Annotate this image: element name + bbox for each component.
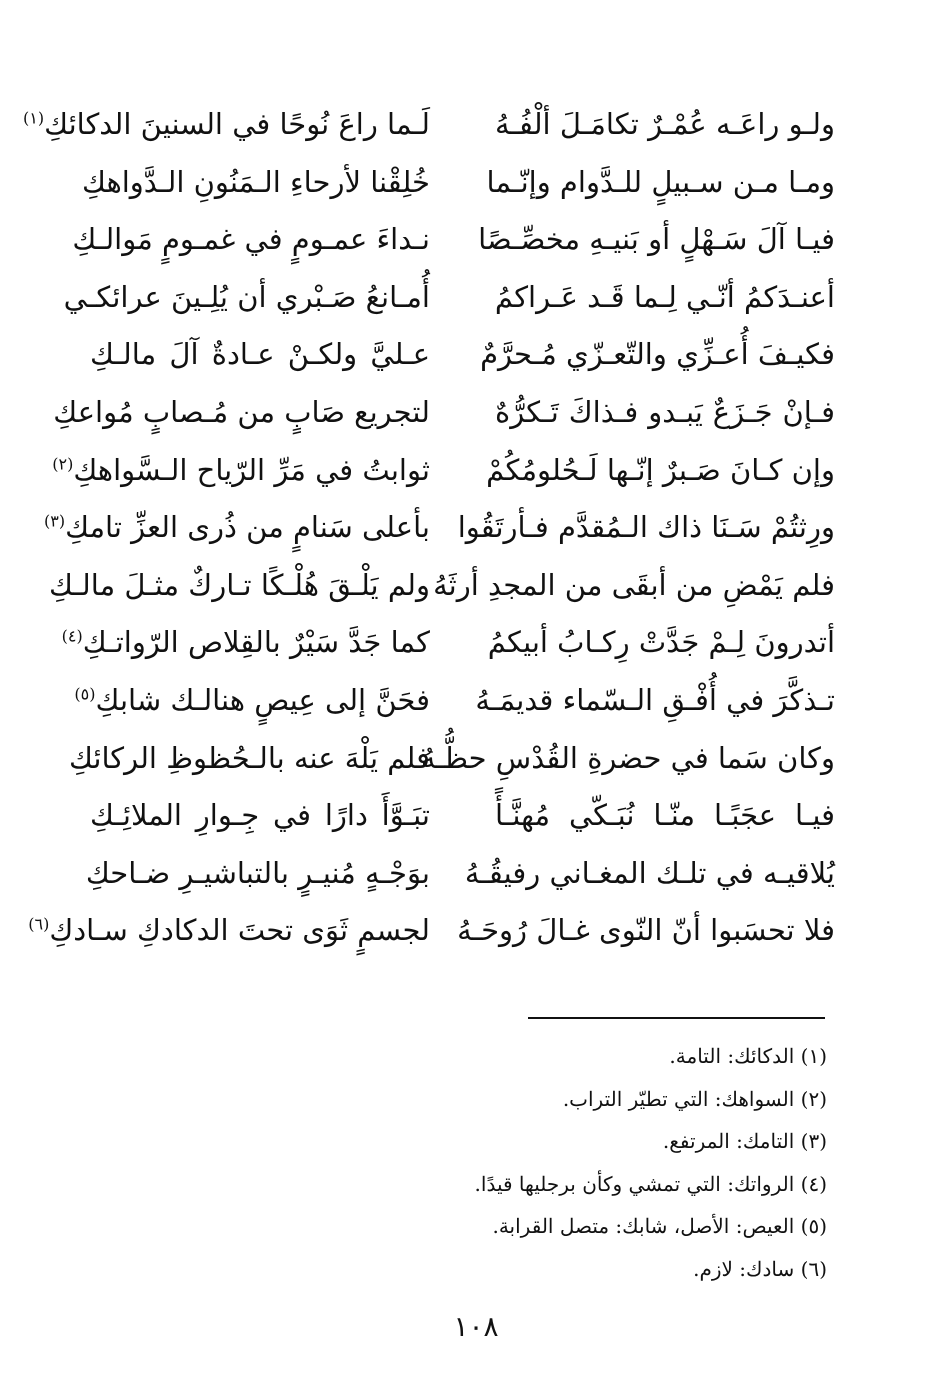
footnote: (١) الدكائك: التامة. bbox=[669, 1044, 827, 1068]
verse-second-hemistich bbox=[23, 96, 430, 154]
footnote: (٦) سادك: لازم. bbox=[693, 1256, 827, 1281]
verse-line bbox=[48, 557, 835, 615]
footnote-reference: (٢) bbox=[52, 453, 74, 473]
verse-second-hemistich bbox=[85, 845, 430, 903]
verse-second-hemistich bbox=[43, 499, 430, 557]
page-number: ١٠٨ bbox=[453, 1310, 499, 1343]
verse-first-hemistich: فلا تحسَبوا أنّ النّوى غـالَ رُوحَـهُ bbox=[457, 913, 835, 948]
verse-line bbox=[82, 154, 835, 212]
verse-second-hemistich bbox=[52, 442, 430, 500]
verse-line bbox=[28, 902, 835, 960]
verse-second-hemistich bbox=[53, 384, 430, 442]
verse-second-hemistich bbox=[63, 269, 430, 327]
verse-line bbox=[43, 499, 835, 557]
footnote-reference: (٥) bbox=[74, 684, 96, 704]
verse-first-hemistich: ورِثتُمْ سَـنَا ذاك الـمُقدَّم فـأرتَقُوا bbox=[457, 510, 835, 545]
hemistich-text: نـداءَ عمـومٍ في غمـومٍ مَوالـكِ bbox=[72, 222, 430, 257]
hemistich-text: بأعلى سَنامٍ من ذُرى العزِّ تامكِ bbox=[65, 510, 430, 545]
hemistich-text: لَـما راعَ نُوحًا في السنينَ الدكائكِ bbox=[44, 107, 430, 141]
verse-first-hemistich: ومـا مـن سـبيلٍ للـدَّوام وإنّـما bbox=[486, 164, 835, 199]
footnote: (٣) التامك: المرتفع. bbox=[662, 1129, 827, 1153]
verse-first-hemistich: ولـو راعَـه عُمْـرٌ تكامَـلَ ألْفُـهُ bbox=[495, 107, 835, 141]
verse-second-hemistich bbox=[28, 902, 430, 960]
hemistich-text: عـليَّ ولكـنْ عـادةٌ آلَ مالـكِ bbox=[90, 337, 430, 372]
verse-first-hemistich: فلم يَمْضِ من أبقَى من المجدِ أرثَهُ bbox=[433, 567, 835, 602]
verse-first-hemistich: يُلاقيـه في تلـك المغـاني رفيقُـهُ bbox=[464, 855, 835, 890]
verse-first-hemistich: فيـا عجَبًـا منّـا نُبَـكّي مُهنَّـأً bbox=[495, 798, 835, 833]
verse-line bbox=[85, 845, 835, 903]
footnote-reference: (٣) bbox=[43, 511, 66, 531]
verse-line bbox=[61, 614, 835, 672]
verse-second-hemistich bbox=[74, 672, 430, 730]
verse-line bbox=[52, 442, 835, 500]
hemistich-text: كما جَدَّ سَيْرٌ بالقِلاص الرّواتـكِ bbox=[82, 625, 430, 660]
verse-first-hemistich: فـإنْ جَـزَعٌ يَبـدو فـذاكَ تَـكرُّهٌ bbox=[495, 394, 835, 429]
verse-first-hemistich: فيـا آلَ سَـهْلٍ أو بَنيـهِ مخصِّـصًا bbox=[478, 222, 835, 257]
hemistich-text: خُلِقْنا لأرحاءِ الـمَنُونِ الـدَّواهكِ bbox=[82, 164, 430, 199]
hemistich-text: لجسمٍ ثَوَى تحتَ الدكادكِ سـادكِ bbox=[49, 913, 430, 948]
verse-first-hemistich: تـذكَّرَ في أُفْـقِ الـسّماء قديمَـهُ bbox=[475, 682, 835, 717]
verse-second-hemistich bbox=[90, 326, 430, 384]
hemistich-text: تبَـوَّأَ دارًا في جِـوارِ الملائِـكِ bbox=[90, 798, 430, 833]
footnote-reference: (٦) bbox=[28, 914, 50, 934]
hemistich-text: فحَنَّ إلى عِيصٍ هنالـك شابكِ bbox=[95, 682, 430, 717]
poem-verses bbox=[23, 96, 835, 960]
verse-first-hemistich: وإن كـانَ صَـبرٌ إنّـها لَـحُلومُكُمْ bbox=[486, 452, 835, 487]
verse-line bbox=[68, 730, 835, 788]
verse-line bbox=[74, 672, 835, 730]
footnote: (٢) السواهك: التي تطيّر التراب. bbox=[562, 1086, 827, 1111]
footnote-divider bbox=[528, 1017, 825, 1019]
footnote-reference: (٤) bbox=[61, 626, 83, 646]
footnote-reference: (١) bbox=[23, 108, 45, 128]
verse-line bbox=[90, 326, 835, 384]
verse-second-hemistich bbox=[82, 154, 430, 212]
verse-second-hemistich bbox=[90, 787, 430, 845]
hemistich-text: فلم يَلْهَ عنه بالـحُظوظِ الركائكِ bbox=[68, 740, 430, 775]
hemistich-text: بوَجْـهٍ مُنيـرٍ بالتباشيـرِ ضـاحكِ bbox=[85, 855, 430, 890]
verse-second-hemistich bbox=[48, 557, 430, 615]
verse-first-hemistich: أتدرونَ لِـمْ جَدَّتْ رِكـابُ أبيكمُ bbox=[487, 625, 835, 660]
verse-line bbox=[72, 211, 835, 269]
verse-second-hemistich bbox=[68, 730, 430, 788]
verse-first-hemistich: فكيـفَ أُعـزِّي والتّعـزّي مُـحرَّمٌ bbox=[480, 337, 835, 372]
footnotes bbox=[267, 1035, 827, 1290]
verse-line bbox=[63, 269, 835, 327]
hemistich-text: لتجريع صَابٍ من مُـصابٍ مُواعكِ bbox=[53, 394, 430, 429]
verse-line bbox=[53, 384, 835, 442]
verse-first-hemistich: وكان سَما في حضرةِ القُدْسِ حظُّـهُ bbox=[420, 740, 835, 775]
verse-second-hemistich bbox=[72, 211, 430, 269]
verse-line bbox=[90, 787, 835, 845]
verse-first-hemistich: أعنـدَكمُ أنّـي لِـما قَـد عَـراكمُ bbox=[494, 279, 835, 314]
hemistich-text: ولم يَلْـقَ هُلْـكًا تـاركٌ مثـلَ مالـكِ bbox=[48, 567, 430, 602]
verse-second-hemistich bbox=[61, 614, 430, 672]
verse-line bbox=[23, 96, 835, 154]
hemistich-text: أُمـانعُ صَـبْري أن يُلِـينَ عرائكـي bbox=[63, 279, 430, 314]
footnote: (٥) العيص: الأصل، شابك: متصل القرابة. bbox=[492, 1214, 827, 1238]
footnote: (٤) الرواتك: التي تمشي وكأن برجليها قيدًا. bbox=[474, 1171, 827, 1196]
hemistich-text: ثوابتُ في مَرِّ الرّياح الـسَّواهكِ bbox=[73, 452, 430, 487]
